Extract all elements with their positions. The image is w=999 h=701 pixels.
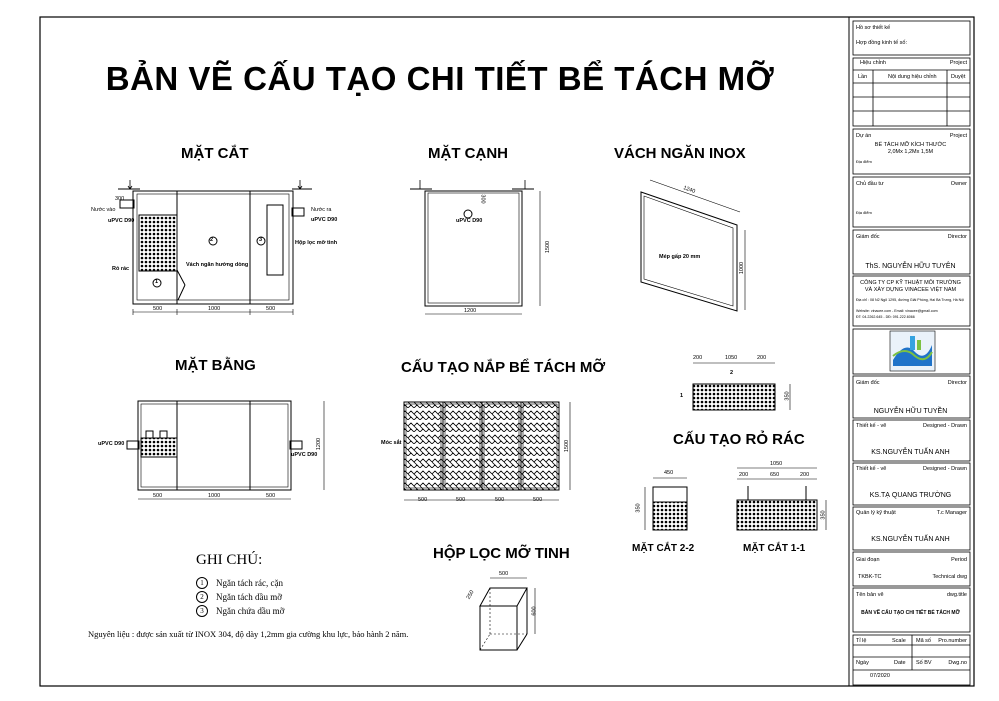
notes-title: GHI CHÚ:: [196, 552, 263, 568]
note-text: Ngăn tách rác, cặn: [216, 578, 283, 588]
tb-hop-dong: Hợp đồng kinh tế số:: [856, 40, 907, 46]
title-block: [850, 18, 971, 685]
tb-ten-ban-ve: Tên bản vẽ: [856, 592, 884, 598]
label-upvc-side: uPVC D90: [456, 218, 483, 224]
section-mc22: MẶT CẮT 2-2: [632, 543, 695, 554]
mat-canh-drawing: [410, 180, 540, 314]
marker-2: 2: [210, 237, 214, 243]
ro-rac-plan: [693, 363, 790, 410]
dim-1200-plan: 1200: [316, 437, 323, 451]
section-mat-canh: MẶT CẠNH: [428, 145, 508, 162]
dim-500-a: 500: [153, 306, 163, 312]
dim-1240: 1240: [682, 185, 696, 195]
tb-giam-doc-name: ThS. NGUYỄN HỮU TUYÊN: [865, 263, 956, 270]
dim-hop-500: 500: [499, 571, 509, 577]
tb-date-val: 07/2020: [870, 673, 890, 679]
dim-11-350: 350: [820, 510, 827, 520]
dim-1000-a: 1000: [208, 306, 221, 312]
note-number: 3: [196, 605, 208, 617]
tb-chu-dau-tu: Chủ đầu tư: [856, 181, 884, 187]
dim-500-plan-a: 500: [153, 493, 163, 499]
mat-cat-drawing: [118, 180, 312, 315]
dim-11-200-a: 200: [739, 472, 749, 478]
label-vach-ngan-huong-dong: Vách ngăn hướng dòng: [186, 262, 249, 268]
tb-designed2: Designed - Drawn: [922, 466, 967, 472]
tb-contact: Website: vinacee.com - Email: vinacee@gmail.com: [856, 309, 938, 313]
dim-ro-1050: 1050: [725, 355, 738, 361]
dim-300-a: 300: [115, 196, 125, 202]
tb-dia-diem2: Địa điểm: [856, 210, 872, 215]
dim-hop-600: 600: [531, 606, 538, 616]
tb-address: Địa chỉ : 08 N2 Ngõ 1295, đường Giải Phóng, Hai Bà Trưng, Hà Nội: [856, 298, 965, 302]
hop-loc-drawing: [480, 578, 535, 650]
dim-22-350: 350: [635, 503, 642, 513]
tb-tkbktc: TKBK-TC: [858, 574, 882, 580]
label-upvc-plan-out: uPVC D90: [291, 452, 318, 458]
mat-bang-drawing: [127, 401, 324, 499]
note-number: 2: [196, 591, 208, 603]
mat-cat-22-drawing: [645, 478, 687, 530]
tb-giam-doc2: Giám đốc: [856, 380, 880, 386]
label-hop-loc-mo-tinh: Hộp lọc mỡ tinh: [295, 240, 338, 246]
tb-ngay: Ngày: [856, 660, 869, 666]
tb-dia-diem: Địa điểm: [856, 159, 872, 164]
tb-designed1: Designed - Drawn: [922, 423, 967, 429]
tb-du-an-size: 2,0Mx 1,2Mx 1,5M: [887, 149, 934, 155]
dim-1000-plan: 1000: [208, 493, 221, 499]
note-text: Ngăn tách dầu mỡ: [216, 592, 282, 602]
tb-technical: Technical dwg: [932, 574, 967, 580]
tb-ho-so: Hồ sơ thiết kế: [856, 25, 891, 31]
note-item: [196, 605, 284, 617]
tb-noi-dung: Nội dung hiệu chỉnh: [888, 74, 937, 80]
section-ro-rac: CẤU TẠO RỎ RÁC: [673, 431, 805, 448]
tb-owner: Owner: [950, 181, 967, 187]
tb-ma-so: Mã số: [916, 638, 931, 644]
tb-giam-doc2-name: NGUYỄN HỮU TUYỀN: [873, 408, 948, 415]
tb-pro-number: Pro.number: [938, 638, 967, 644]
tb-giam-doc: Giám đốc: [856, 234, 880, 240]
tb-director: Director: [947, 234, 967, 240]
tb-du-an: Dự án: [856, 133, 872, 139]
tb-duyet: Duyệt: [951, 74, 966, 80]
note-text: Ngăn chứa dầu mỡ: [216, 606, 285, 616]
tb-thiet-ke2: Thiết kế - vẽ: [856, 466, 887, 472]
label-upvc-in: uPVC D90: [108, 218, 135, 224]
dim-11-650: 650: [770, 472, 780, 478]
tb-quan-ly-name: KS.NGUYỄN TUẤN ANH: [871, 536, 950, 543]
tb-dwg-title: dwg.title: [946, 592, 967, 598]
section-nap: CẤU TẠO NẮP BỂ TÁCH MỠ: [401, 359, 606, 376]
tb-phone: ĐT: 04.2262.645 - DĐ: 091.222.6066: [856, 315, 915, 319]
tb-lan: Lần: [858, 74, 868, 80]
tb-scale: Scale: [892, 638, 906, 644]
dim-ro-200-a: 200: [693, 355, 703, 361]
label-nuoc-ra: Nước ra: [311, 207, 332, 213]
label-mep-gap: Mép gấp 20 mm: [659, 254, 701, 260]
marker-1: 1: [155, 279, 159, 285]
vach-ngan-drawing: [641, 180, 745, 311]
tb-director2: Director: [947, 380, 967, 386]
dim-ro-350: 350: [784, 391, 791, 401]
dim-ro-200-b: 200: [757, 355, 767, 361]
dim-1500-side: 1500: [545, 240, 552, 254]
tb-dwg-no: Dwg.no: [948, 660, 967, 666]
tb-so-bv: Số BV: [916, 660, 932, 666]
tb-company2: VÀ XÂY DỰNG VINACEE VIỆT NAM: [864, 287, 957, 293]
tb-du-an-name: BỂ TÁCH MỠ KÍCH THƯỚC: [874, 142, 947, 148]
dim-nap-2: 500: [456, 497, 466, 503]
dim-500-b: 500: [266, 306, 276, 312]
material-note: Nguyên liệu : được sản xuất từ INOX 304, độ dày 1,2mm gia cường khu lực, bảo hành 2 năm.: [88, 629, 409, 639]
section-vach-ngan: VÁCH NGĂN INOX: [614, 145, 746, 162]
note-item: [196, 577, 283, 589]
tb-company1: CÔNG TY CP KỸ THUẬT MÔI TRƯỜNG: [860, 280, 961, 286]
dim-nap-4: 500: [533, 497, 543, 503]
tb-thiet-ke1-name: KS.NGUYỄN TUẤN ANH: [871, 449, 950, 456]
label-nuoc-vao: Nước vào: [91, 207, 116, 213]
page-title: BẢN VẼ CẤU TẠO CHI TIẾT BỂ TÁCH MỠ: [105, 60, 775, 97]
label-upvc-out: uPVC D90: [311, 217, 338, 223]
mat-cat-11-drawing: [737, 468, 826, 530]
section-mat-cat: MẶT CẮT: [181, 145, 249, 162]
label-upvc-plan-in: uPVC D90: [98, 441, 125, 447]
tb-tc-manager: T.c Manager: [936, 510, 967, 516]
section-mat-bang: MẶT BẰNG: [175, 357, 256, 374]
dim-11-200-b: 200: [800, 472, 810, 478]
dim-nap-3: 500: [495, 497, 505, 503]
tb-giai-doan: Giai đoạn: [856, 557, 880, 563]
tb-ban-ve-name: BẢN VẼ CẤU TẠO CHI TIẾT BỂ TÁCH MỠ: [861, 610, 960, 616]
tb-project2: Project: [949, 133, 967, 139]
dim-1000-vach: 1000: [739, 261, 746, 275]
nap-drawing: [404, 402, 570, 500]
tb-date: Date: [894, 660, 906, 666]
tb-hieu-chinh: Hiệu chỉnh: [860, 60, 886, 66]
tb-ti-le: Tỉ lệ: [856, 638, 867, 644]
dim-11-1050: 1050: [770, 461, 783, 467]
tb-period: Period: [951, 557, 967, 563]
marker-ro-2: 2: [730, 370, 734, 376]
section-hop-loc: HỘP LỌC MỠ TINH: [433, 545, 570, 562]
dim-1200-side: 1200: [464, 308, 477, 314]
marker-ro-1: 1: [680, 393, 684, 399]
dim-500-plan-b: 500: [266, 493, 276, 499]
tb-thiet-ke2-name: KS.TẠ QUANG TRƯỜNG: [869, 492, 952, 499]
dim-hop-250: 250: [465, 589, 476, 601]
dim-300-side: 300: [479, 194, 486, 204]
note-item: [196, 591, 282, 603]
marker-3: 3: [259, 237, 263, 243]
tb-thiet-ke1: Thiết kế - vẽ: [856, 423, 887, 429]
tb-logo-text: VNCEE: [903, 362, 918, 367]
dim-nap-1500: 1500: [564, 439, 571, 453]
dim-nap-1: 500: [418, 497, 428, 503]
label-moc-sat: Móc sắt: [381, 440, 402, 446]
note-number: 1: [196, 577, 208, 589]
section-mc11: MẶT CẮT 1-1: [743, 543, 806, 554]
label-ro-rac: Rỏ rác: [112, 266, 130, 272]
tb-project: Project: [949, 60, 967, 66]
dim-22-450: 450: [664, 470, 674, 476]
tb-quan-ly: Quản lý kỹ thuật: [856, 510, 896, 516]
